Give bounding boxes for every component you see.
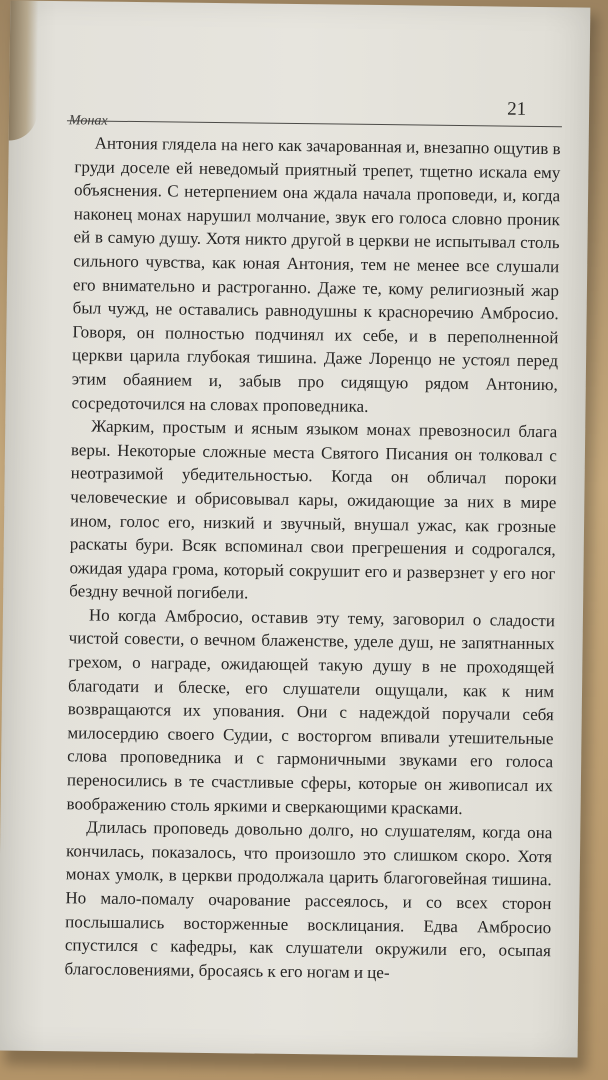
- paragraph: Но когда Амбросио, оставив эту тему, заговорил о сладости чистой совести, о вечном блаженстве, уделе душ, не запятнанных грехом, о награде, ожидающей такую душу в не проходящей благодати и блеске, его слушатели ощущали, как к ним возвращаются их упования. Они с надеждой поручали себя милосердию своего Судии, с восторгом впивали утешительные слова проповедника и с гармоничными звуками его голоса переносились в те счастливые сферы, которые он живописал их воображению столь яркими и сверкающими красками.: [66, 605, 556, 818]
- paragraph: Антония глядела на него как зачарованная и, внезапно ощутив в груди доселе ей неведомый приятный трепет, тщетно искала ему объяснения. С нетерпением она ждала начала проповеди, и, когда наконец монах нарушил молчание, звук его голоса словно проник ей в самую душу. Хотя никто другой в церкви не испытывал столь сильного чувства, как юная Антония, тем не менее все слушали его внимательно и растроганно. Даже те, кому религиозный жар был чужд, не оставались равнодушны к красноречию Амбросио. Говоря, он полностью подчинял их себе, и в переполненной церкви царила глубокая тишина. Даже Лоренцо не устоял перед этим обаянием и, забыв про сидящую рядом Антонию, сосредоточился на словах проповедника.: [71, 133, 561, 416]
- body-text: [64, 131, 560, 986]
- page-curl: [9, 0, 39, 140]
- running-head: Монах: [68, 113, 108, 129]
- paragraph: Длилась проповедь довольно долго, но слушателям, когда она кончилась, показалось, что произошло это слишком скоро. Хотя монах умолк, в церкви продолжала царить благоговейная тишина. Но мало-помалу очарование рассеялось, и со всех сторон послышались восторженные восклицания. Едва Амбросио спустился с кафедры, как слушатели окружили его, осыпая благословениями, бросаясь к его ногам и це-: [64, 817, 553, 982]
- page-number: 21: [507, 98, 527, 120]
- paragraph: Жарким, простым и ясным языком монах превозносил блага веры. Некоторые сложные места Святого Писания он толковал с неотразимой убедительностью. Когда он обличал пороки человеческие и обрисовывал кары, ожидающие за них в мире ином, голос его, низкий и звучный, внушал ужас, как грозные раскаты бури. Всяк вспоминал свои прегрешения и содрогался, ожидая удара грома, который сокрушит его и разверзнет у его ног бездну вечной погибели.: [69, 416, 558, 603]
- header-rule: [67, 120, 562, 127]
